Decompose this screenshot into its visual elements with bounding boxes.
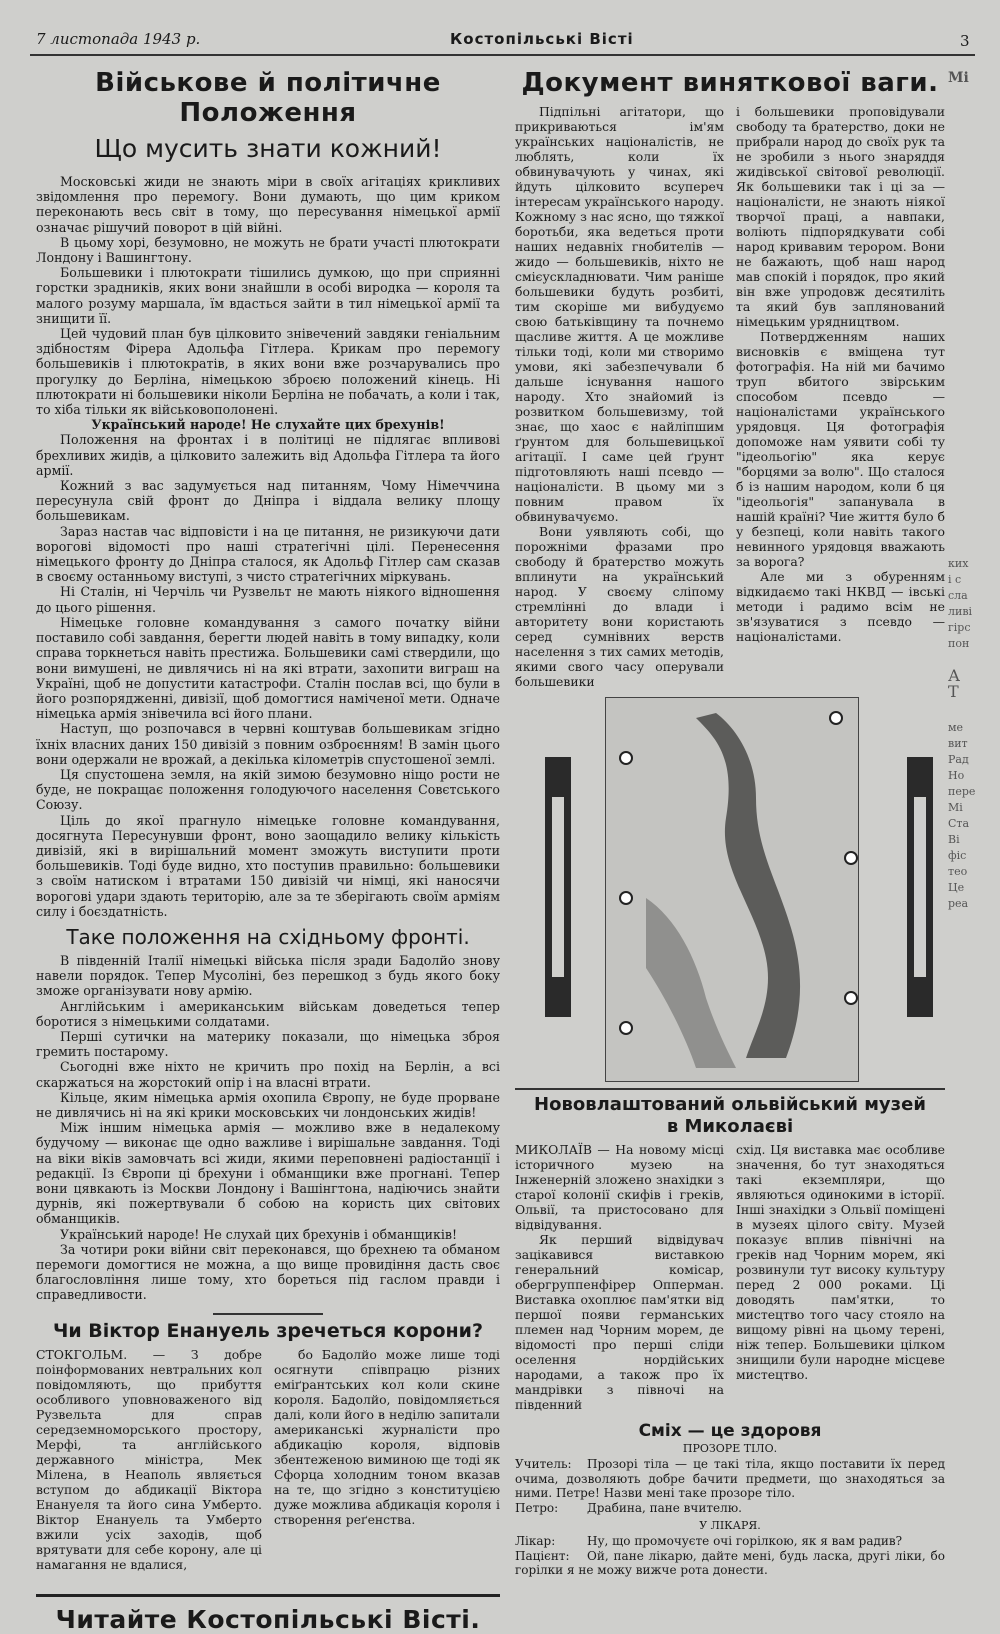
dialog-text: Ну, що промочуєте очі горілкою, як я вам радив? — [587, 1534, 903, 1548]
paragraph: Зараз настав час відповісти і на це питання, не ризикуючи дати ворогові відомості про наші стратегічні цілі. Перенесення німецького фронту до Дніпра сталося, як Адольф Гітлер сам сказав в своєму останньому виступі, з чисто стратегічних міркувань. — [36, 523, 500, 585]
edge-fragment: А — [948, 666, 961, 685]
dialog-line — [515, 1534, 945, 1549]
article5-title-line2: в Миколаєві — [666, 1116, 794, 1137]
article1-body — [36, 174, 500, 919]
edge-fragment: Це — [948, 881, 965, 894]
article1-subtitle: Що мусить знати кожний! — [94, 134, 442, 163]
humor-dialog-2 — [515, 1534, 945, 1578]
paragraph: Московські жиди не знають міри в своїх агітаціях крикливих звідомлення про перемогу. Вони думають, що цим криком переконають весь світ в тому, що пересування німецької армії означає рішучий поворот в цій війні. — [36, 174, 500, 235]
right-column — [515, 64, 945, 1578]
dialog-text: Драбина, пане вчителю. — [587, 1500, 742, 1515]
promo-banner: Читайте Костопільські Вісті. — [36, 1594, 500, 1634]
paragraph: Між іншим німецька армія — можливо вже в недалекому будучому — виконає ще одно важливе і вирішальне завдання. Тоді на віки віків замовчать всі жиди, якими переповнені радіостанції і редакції. Із Європи ці брехуни і обманщики вже прогнані. Тепер вони цявкають із Москви Лондону і Вашінгтона, надіючись знайти дурнів, які пожертвували б собою на користь цих світових обманщиків. — [36, 1120, 500, 1227]
edge-fragment: сла — [948, 589, 968, 602]
article3-body — [36, 1347, 500, 1572]
edge-fragment: вит — [948, 737, 968, 750]
photograph-image — [606, 698, 858, 1081]
dialog-line — [515, 1501, 945, 1516]
paragraph: Англійським і американським військам доведеться тепер боротися з німецькими солдатами. — [36, 998, 500, 1029]
paragraph: Але ми з обуренням відкидаємо такі НКВД — івські методи і радимо всім не зв'язуватися з псевдо — націоналістами. — [736, 569, 945, 644]
article2-title: Таке положення на східньому фронті. — [66, 924, 470, 949]
left-column — [36, 64, 500, 1634]
section-divider — [213, 1313, 323, 1315]
paragraph: Большевики і плютократи тішились думкою, що при сприянні горстки зрадників, яких вони знайшли в особі виродка — короля та малого розуму маршала, їм вдасться зайти в тил німецької армії та знищити її. — [36, 265, 500, 326]
edge-fragment: ме — [948, 721, 964, 734]
edge-fragment: тео — [948, 865, 968, 878]
dialog-text: Прозорі тіла — це такі тіла, якщо поставити їх перед очима, дозволяють добре бачити предмети, що знаходяться за ними. Петре! Назви мені таке прозоре тіло. — [515, 1457, 945, 1500]
article4-body — [515, 104, 945, 689]
paragraph: Як перший відвідувач зацікавився виставкою генеральний комісар, обергруппенфірер Опперман. Виставка охоплює пам'ятки від першої появи германських племен над Чорним морем, де відомості про перші сліди оселення нордійських народами, а також про їх мандрівки з півночі на південний — [515, 1232, 724, 1412]
masthead-title: Костопільські Вісті — [450, 30, 634, 48]
edge-fragment: Мі — [948, 801, 963, 814]
edge-fragment: пон — [948, 637, 970, 650]
paragraph: В південній Італії німецькі війська після зради Бадолйо знову навели порядок. Тепер Мусоліні, без перешкод з будь якого боку зможе організувати нову армію. — [36, 952, 500, 999]
paragraph: МИКОЛАЇВ — На новому місці історичного музею на Інженерній зложено знахідки з старої колонії скифів і греків, Ольвії, та пристосовано для відвідування. — [515, 1142, 724, 1232]
paragraph: Ціль до якої прагнуло німецьке головне командування, досягнута Пересунувши фронт, воно заощадило велику кількість дивізій, які в вирішальний момент зможуть виступити проти большевиків. Тоді буде видно, хто поступив правильно: большевики з своїм натиском і втратами 150 дивізій чи німці, які наносячи ворогові удари здають територію, але за те зберігають своїм арміям силу і боєздатність. — [36, 812, 500, 919]
edge-fragment: ких — [948, 557, 969, 570]
dialog-line — [515, 1549, 945, 1578]
humor-heading-2: У ЛІКАРЯ. — [699, 1519, 761, 1532]
paragraph: Ця спустошена земля, на якій зимою безумовно ніщо рости не буде, не покращає положення голодуючого населення Совєтського Союзу. — [36, 766, 500, 813]
article4-title: Документ виняткової ваги. — [521, 68, 939, 98]
speaker: Петро: — [515, 1500, 559, 1515]
edge-fragment: і с — [948, 573, 962, 586]
paragraph: Наступ, що розпочався в червні коштував большевикам згідно їхніх власних даних 150 дивізій з повним озброєнням! В замін цього вони одержали не врожай, а декілька кілометрів спустошеної землі. — [36, 721, 500, 767]
paragraph: Перші сутички на материку показали, що німецька зброя гремить постарому. — [36, 1028, 500, 1060]
paragraph: Український народе! Не слухай цих брехунів і обманщиків! — [60, 1226, 458, 1242]
paragraph: В цьому хорі, безумовно, не можуть не брати участі плютократи Лондону і Вашингтону. — [36, 234, 500, 266]
edge-fragment: Ста — [948, 817, 970, 830]
paragraph: Положення на фронтах і в політиці не підлягає впливові брехливих жидів, а цілковито залежить від Адольфа Гітлера та його армії. — [36, 432, 500, 478]
paragraph: Сьогодні вже ніхто не кричить про похід на Берлін, а всі скаржаться на жорстокий опір і на власні втрати. — [36, 1059, 500, 1090]
humor-heading-1: ПРОЗОРЕ ТІЛО. — [682, 1442, 778, 1455]
paragraph: Вони уявляють собі, що порожніми фразами про свободу й братерство можуть вплинути на український народ. У своєму сліпому стремлінні до влади і авторитету вони користають серед сумнівних верств населення з тих самих методів, якими свого часу оперували большевики — [515, 524, 724, 689]
paragraph: Цей чудовий план був цілковито знівечений завдяки геніальним здібностям Фірера Адольфа Гітлера. Крикам про перемогу большевиків і плютократів, в яких вони вже розчарувались про прогулку до Берліна, німецькою зброєю положений кінець. Ні плютократи ні большевики ніколи Берліна не побачать, а коли і так, то хіба тільки як військовополонені. — [36, 326, 500, 418]
issue-date: 7 листопада 1943 р. — [36, 30, 201, 48]
paragraph: схід. Ця виставка має особливе значення, бо тут знаходяться такі екземпляри, що являються одинокими в історії. Інші знахідки з Ольвії поміщені в музеях цілого світу. Музей показує вплив північні на греків над Чорним морем, які розвинули тут високу культуру перед 2 000 роками. Ці доводять пам'ятки, то мистецтво того часу стояло на вищому рівні на цьому терені, ніж тепер. Большевики цілком знищили були народне місцеве мистецтво. — [736, 1142, 945, 1382]
humor-title: Сміх — це здоровя — [638, 1421, 822, 1441]
section-divider — [515, 1088, 945, 1090]
edge-fragment: Но — [948, 769, 965, 782]
speaker: Учитель: — [515, 1457, 572, 1471]
humor-dialog-1 — [515, 1457, 945, 1515]
paragraph: Кільце, яким німецька армія охопила Європу, не буде прорване не дивлячись ні на які крики московських чи лондонських жидів! — [36, 1089, 500, 1120]
page-number: 3 — [960, 32, 970, 50]
paragraph: За чотири роки війни світ переконався, що брехнею та обманом перемоги домогтися не можна, а що вище провидіння дасть своє благословління лише тому, хто бореться під гаслом правди і справедливости. — [36, 1241, 500, 1303]
article5-body — [515, 1142, 945, 1412]
article5-title-line1: Нововлаштований ольвійський музей — [534, 1094, 926, 1115]
edge-fragment: Т — [948, 682, 959, 701]
speaker: Лікар: — [515, 1534, 556, 1548]
paragraph: Підпільні агітатори, що прикриваються ім'ям українських націоналістів, не люблять, коли їх обвинувачують у чинах, які йдуть цілковито всупереч інтересам українського народу. Кожному з нас ясно, що тяжкої боротьби, яка ведеться проти наших недавніх гнобителів — жидо — большевиків, ніхто не смієускладнювати. Чим раніше большевики будуть розбиті, тим скоріше ми вибудуємо свою батьківщину та почнемо щасливе життя. А це можливе тільки тоді, коли ми створимо умови, які забезпечували б дальше існування нашого народу. Хто знайомий із розвитком большевизму, той знає, що хаос є найліпшим ґрунтом для большевицької агітації. І саме цей ґрунт підготовляють наші псевдо — націоналісти. В цьому ми з повним правом їх обвинувачуємо. — [515, 104, 724, 524]
edge-fragment: Рад — [948, 753, 969, 766]
speaker: Пацієнт: — [515, 1548, 570, 1563]
adjacent-page-edge — [948, 60, 1000, 1400]
article3-title: Чи Віктор Енануель зречеться корони? — [53, 1319, 483, 1342]
edge-fragment: Мі — [948, 70, 969, 86]
paragraph: бо Бадолйо може лише тоді осягнути співпрацю різних еміґрантських кол коли скине короля. Бадолйо, повідомляється далі, коли його в неділю запитали американські журналісти про абдикацію короля, відповів збентеженою виминою ще тоді як Сфорца холодним тоном вказав на те, що згідно з конституцією дуже можлива абдикація короля і створення реґенства. — [274, 1346, 500, 1527]
edge-fragment: фіс — [948, 849, 967, 862]
document-photograph — [605, 697, 859, 1082]
photo-block — [515, 697, 945, 1082]
header-rule — [30, 54, 975, 56]
ornament-left — [545, 757, 571, 1017]
paragraph: Кожний з вас задумується над питанням, Чому Німеччина пересунула свій фронт до Дніпра і віддала велику площу большевикам. — [36, 478, 500, 524]
article1-title: Військове й політичне Положення — [95, 68, 441, 128]
edge-fragment: Ві — [948, 833, 960, 846]
article2-body — [36, 953, 500, 1303]
edge-fragment: ливі — [948, 605, 973, 618]
edge-fragment: реа — [948, 897, 969, 910]
paragraph: Потвердженням наших висновків є вміщена тут фотографія. На ній ми бачимо труп вбитого звірським способом псевдо — націоналістами українського урядовця. Ця фотографія допоможе нам уявити собі ту "ідеольогію" яка керує "борцями за волю". Що сталося б із нашим народом, коли б ця "ідеольогія" запанувала в нашій країні? Чие життя було б у безпеці, коли навіть такого невинного урядовця вважають за ворога? — [736, 329, 945, 569]
edge-fragment: пере — [948, 785, 976, 798]
paragraph: і большевики проповідували свободу та братерство, доки не прибрали народ до своїх рук та не зробили з нього знаряддя жидівської світової революції. Як большевики так і ці за — націоналісти, не знають ніякої творчої праці, а навпаки, воліють підпорядкувати собі народ кривавим терором. Вони не бажають, щоб наш народ мав спокій і порядок, про який він вже упродовж десятиліть та який був заплянований німецьким урядництвом. — [736, 104, 945, 329]
paragraph: Ні Сталін, ні Черчіль чи Рузвельт не мають ніякого відношення до цього рішення. — [36, 584, 500, 615]
dialog-line — [515, 1457, 945, 1501]
paragraph: Український народе! Не слухайте цих брехунів! — [91, 417, 445, 433]
edge-fragment: гірс — [948, 621, 971, 634]
dialog-text: Ой, пане лікарю, дайте мені, будь ласка, другі ліки, бо горілки я не можу вижче рота донести. — [515, 1548, 945, 1577]
paragraph: Німецьке головне командування з самого початку війни поставило собі завдання, берегти людей навіть в тому випадку, коли справа торкнеться навіть престижа. Большевики самі ствердили, що вони вимушені, не дивлячись ні на які втрати, захопити виграш на Україні, щоб не допустити катастрофи. Сталін послав всі, що були в його розпорядженні, дивізії, щоб домогтися наміченої мети. Одначе німецька армія знівечила всі його плани. — [36, 614, 500, 722]
ornament-right — [907, 757, 933, 1017]
paragraph: СТОКГОЛЬМ. — З добре поінформованих невтральних кол повідомляють, що прибуття особливого уповноваженого від Рузвельта для справ середземноморського простору, Мерфі, та англійського державного міністра, Мек Мілена, в Неаполь являється вступом до абдикації Віктора Енануеля та його сина Умберто. Віктор Енануель та Умберто вжили усіх заходів, щоб врятувати для себе корону, але ці намагання не вдалися, — [36, 1346, 262, 1572]
